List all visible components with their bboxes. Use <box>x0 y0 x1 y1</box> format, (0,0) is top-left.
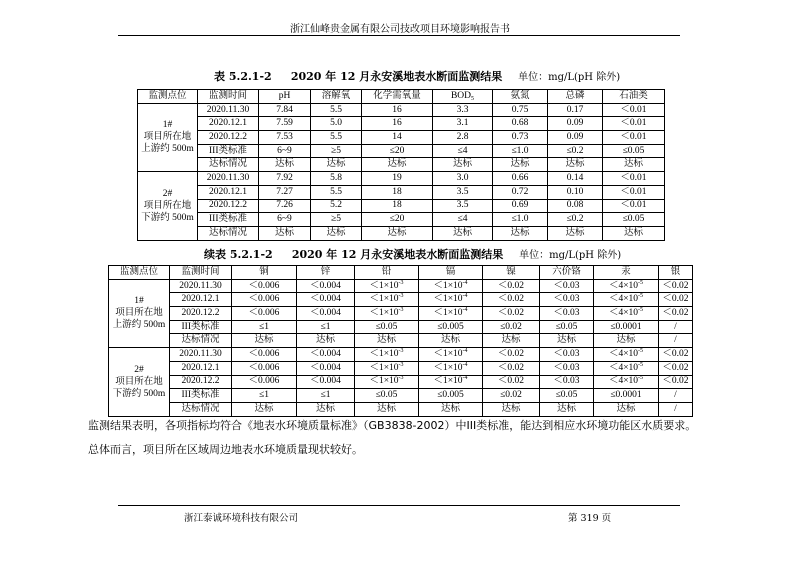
result-paragraph: 监测结果表明，各项指标均符合《地表水环境质量标准》（GB3838-2002）中III类标准，能达到相应水环境功能区水质要求。 <box>88 419 697 432</box>
table-cell: 达标情况 <box>170 402 232 416</box>
table-cell: ＜0.004 <box>297 361 355 375</box>
table-cell: 3.1 <box>433 117 493 131</box>
table-cell: ≤0.2 <box>548 144 603 158</box>
monitoring-point-line: 1# <box>134 296 144 307</box>
table-cell: ＜0.02 <box>659 279 693 293</box>
table-cell: ≥5 <box>311 144 362 158</box>
table-cell: ≤1 <box>297 320 355 334</box>
table-cell: ＜0.004 <box>297 375 355 389</box>
table-cell: 5.0 <box>311 117 362 131</box>
table-cell: 达标 <box>594 402 659 416</box>
table-cell: 达标 <box>493 158 548 172</box>
table-cell: $<4\times 10^{-5}$ <box>594 293 659 307</box>
table-cell: $<1\times 10^{-3}$ <box>355 307 419 321</box>
table-cell: 7.59 <box>259 117 311 131</box>
table-cell: 达标 <box>540 334 594 348</box>
table-cell: ＜0.02 <box>659 307 693 321</box>
table1 <box>137 89 665 241</box>
table-row <box>109 279 693 293</box>
table-cell: $<4\times 10^{-5}$ <box>594 375 659 389</box>
table-cell: 达标情况 <box>198 226 259 240</box>
table-cell: ＜0.02 <box>483 361 540 375</box>
table-cell: ≤1.0 <box>493 144 548 158</box>
table-cell: 达标 <box>433 158 493 172</box>
table-cell: ＜0.02 <box>659 361 693 375</box>
table-cell: 6~9 <box>259 213 311 227</box>
table-cell: ＜0.004 <box>297 279 355 293</box>
table-cell: 2020.12.2 <box>170 307 232 321</box>
table2-unit: 单位：mg/L(pH 除外) <box>519 250 622 261</box>
footer-rule <box>118 505 680 506</box>
monitoring-point-line: 项目所在地 <box>115 308 163 319</box>
monitoring-point-line: 项目所在地 <box>143 200 192 211</box>
column-header: 监测时间 <box>198 90 259 104</box>
table-cell: 2020.12.2 <box>198 199 259 213</box>
monitoring-point-cell <box>109 348 170 416</box>
table-cell: 0.66 <box>493 172 548 186</box>
table-cell: 达标 <box>311 226 362 240</box>
table-cell: 达标 <box>362 226 433 240</box>
table1-title: 2020 年 12 月永安溪地表水断面监测结果 <box>290 70 503 83</box>
table-cell: 达标 <box>419 334 483 348</box>
table-cell: ＜0.01 <box>603 117 665 131</box>
table-cell: 5.5 <box>311 103 362 117</box>
table-cell: ≤0.05 <box>540 389 594 403</box>
table-cell: 2020.11.30 <box>170 348 232 362</box>
table-cell: 5.2 <box>311 199 362 213</box>
table-row <box>138 103 665 117</box>
table-cell: 达标 <box>362 158 433 172</box>
table-cell: 达标 <box>540 402 594 416</box>
table-cell: ≤1 <box>297 389 355 403</box>
table2-number: 续表 5.2.1-2 <box>204 248 273 261</box>
table-row <box>109 320 693 334</box>
table-cell: ＜0.004 <box>297 348 355 362</box>
header-rule <box>118 35 680 36</box>
table-cell: ＜0.006 <box>232 307 297 321</box>
table-cell: $<1\times 10^{-4}$ <box>419 375 483 389</box>
column-header: 银 <box>659 266 693 280</box>
table-cell: ≤0.005 <box>419 320 483 334</box>
table-cell: ≤0.05 <box>355 320 419 334</box>
table-cell: 2.8 <box>433 131 493 145</box>
table-cell: 5.5 <box>311 131 362 145</box>
table-cell: 达标 <box>603 158 665 172</box>
monitoring-point-line: 2# <box>134 364 144 375</box>
table-cell: 2020.12.1 <box>170 361 232 375</box>
table-cell: III类标准 <box>198 213 259 227</box>
table-cell: ≤1.0 <box>493 213 548 227</box>
table-cell: 0.75 <box>493 103 548 117</box>
table-row <box>138 131 665 145</box>
table2-caption <box>204 246 621 262</box>
table-cell: 3.0 <box>433 172 493 186</box>
table-cell: 达标 <box>297 402 355 416</box>
table-cell: ＜0.006 <box>232 361 297 375</box>
table1-caption <box>214 68 620 84</box>
table2-title: 2020 年 12 月永安溪地表水断面监测结果 <box>291 248 504 261</box>
monitoring-point-line: 下游约 500m <box>141 212 194 223</box>
table-cell: 18 <box>362 185 433 199</box>
monitoring-point-line: 1# <box>162 120 173 131</box>
table-cell: 5.5 <box>311 185 362 199</box>
table-cell: ＜0.01 <box>603 103 665 117</box>
monitoring-point-cell <box>109 279 170 347</box>
table-cell: 0.08 <box>548 199 603 213</box>
table-cell: $<4\times 10^{-5}$ <box>594 348 659 362</box>
table-cell: 0.10 <box>548 185 603 199</box>
table-cell: 0.73 <box>493 131 548 145</box>
table-cell: 达标 <box>355 402 419 416</box>
table-cell: ≤0.05 <box>603 144 665 158</box>
table1-unit: 单位：mg/L(pH 除外) <box>518 72 621 83</box>
summary-paragraph: 总体而言，项目所在区域周边地表水环境质量现状较好。 <box>88 443 363 456</box>
table-cell: ＜0.006 <box>232 293 297 307</box>
monitoring-point-cell <box>138 103 198 171</box>
table-cell: ＜0.03 <box>540 361 594 375</box>
column-header: 总磷 <box>548 90 603 104</box>
table-cell: ＜0.02 <box>483 348 540 362</box>
table-cell: ≤0.02 <box>483 389 540 403</box>
table-row <box>109 402 693 416</box>
table-cell: 达标 <box>259 158 311 172</box>
column-header: 镉 <box>419 266 483 280</box>
table-cell: 2020.12.1 <box>198 185 259 199</box>
table-cell: $<1\times 10^{-4}$ <box>419 307 483 321</box>
table-cell: $<1\times 10^{-3}$ <box>355 279 419 293</box>
column-header: 溶解氧 <box>311 90 362 104</box>
table-cell: 18 <box>362 199 433 213</box>
table-cell: 14 <box>362 131 433 145</box>
table-cell: $<1\times 10^{-3}$ <box>355 293 419 307</box>
table-cell: ＜0.01 <box>603 185 665 199</box>
table-cell: III类标准 <box>170 389 232 403</box>
table-cell: $<4\times 10^{-5}$ <box>594 279 659 293</box>
table-cell: III类标准 <box>170 320 232 334</box>
table-row <box>138 226 665 240</box>
table-row <box>109 348 693 362</box>
table-cell: $<1\times 10^{-3}$ <box>355 361 419 375</box>
table-cell: 达标 <box>297 334 355 348</box>
table-cell: $<1\times 10^{-4}$ <box>419 293 483 307</box>
table-cell: 达标情况 <box>198 158 259 172</box>
table-cell: / <box>659 402 693 416</box>
table-cell: ≤0.0001 <box>594 320 659 334</box>
table-cell: 达标 <box>603 226 665 240</box>
table-cell: ＜0.02 <box>659 375 693 389</box>
table-cell: ＜0.006 <box>232 279 297 293</box>
monitoring-point-cell <box>138 172 198 240</box>
table-cell: ≤0.05 <box>603 213 665 227</box>
table-row <box>138 158 665 172</box>
table-cell: $<1\times 10^{-4}$ <box>419 348 483 362</box>
table-cell: ≤4 <box>433 144 493 158</box>
column-header: 铅 <box>355 266 419 280</box>
table-cell: 7.27 <box>259 185 311 199</box>
table1-number: 表 5.2.1-2 <box>214 70 272 83</box>
table-row <box>138 185 665 199</box>
table-cell: / <box>659 334 693 348</box>
column-header: 监测点位 <box>138 90 198 104</box>
table-cell: ≤0.005 <box>419 389 483 403</box>
table-cell: 6~9 <box>259 144 311 158</box>
table-cell: 7.84 <box>259 103 311 117</box>
table-cell: 2020.11.30 <box>198 172 259 186</box>
table-cell: ≤1 <box>232 389 297 403</box>
table-row <box>109 375 693 389</box>
table-cell: 7.53 <box>259 131 311 145</box>
column-header: 氨氮 <box>493 90 548 104</box>
column-header: 六价铬 <box>540 266 594 280</box>
table-cell: 达标 <box>232 402 297 416</box>
table-cell: / <box>659 389 693 403</box>
table-cell: 2020.12.2 <box>198 131 259 145</box>
table-cell: ＜0.02 <box>659 348 693 362</box>
monitoring-point-line: 下游约 500m <box>112 388 166 399</box>
table-cell: 0.17 <box>548 103 603 117</box>
table-cell: 3.3 <box>433 103 493 117</box>
table-cell: $<4\times 10^{-5}$ <box>594 307 659 321</box>
table-cell: ≤0.05 <box>355 389 419 403</box>
table-cell: ＜0.004 <box>297 307 355 321</box>
table-cell: ＜0.03 <box>540 348 594 362</box>
table-cell: 达标 <box>259 226 311 240</box>
table-cell: $<1\times 10^{-4}$ <box>419 361 483 375</box>
table-cell: ≤20 <box>362 213 433 227</box>
table-cell: ≤1 <box>232 320 297 334</box>
table-cell: 达标 <box>594 334 659 348</box>
table-cell: ＜0.03 <box>540 293 594 307</box>
table-row <box>109 361 693 375</box>
table-row <box>138 199 665 213</box>
table-cell: ＜0.03 <box>540 307 594 321</box>
table-row <box>109 334 693 348</box>
table-cell: 3.5 <box>433 199 493 213</box>
table-cell: 达标 <box>311 158 362 172</box>
table-cell: ＜0.006 <box>232 348 297 362</box>
table-cell: ＜0.02 <box>483 279 540 293</box>
table-cell: III类标准 <box>198 144 259 158</box>
header-row <box>138 90 665 104</box>
column-header: 监测点位 <box>109 266 170 280</box>
table-cell: $<1\times 10^{-4}$ <box>419 279 483 293</box>
table-row <box>138 117 665 131</box>
table-row <box>138 172 665 186</box>
table-cell: 7.92 <box>259 172 311 186</box>
table-row <box>138 144 665 158</box>
table-cell: ＜0.03 <box>540 375 594 389</box>
page-header: 浙江仙峰贵金属有限公司技改项目环境影响报告书 <box>290 24 510 35</box>
column-header: 化学需氧量 <box>362 90 433 104</box>
table-cell: ≤20 <box>362 144 433 158</box>
table-cell: 达标 <box>419 402 483 416</box>
table-cell: $<1\times 10^{-3}$ <box>355 375 419 389</box>
table-row <box>109 307 693 321</box>
table-cell: 达标 <box>483 334 540 348</box>
table-cell: 2020.11.30 <box>198 103 259 117</box>
table-cell: 达标 <box>483 402 540 416</box>
table-row <box>109 389 693 403</box>
table-cell: 0.69 <box>493 199 548 213</box>
table-cell: ≥5 <box>311 213 362 227</box>
column-header: 监测时间 <box>170 266 232 280</box>
table-cell: ≤0.2 <box>548 213 603 227</box>
column-header: $BOD_5$ <box>433 90 493 104</box>
table-cell: ＜0.01 <box>603 199 665 213</box>
footer-page-number: 第 319 页 <box>568 513 612 524</box>
table-cell: ＜0.02 <box>659 293 693 307</box>
column-header: 石油类 <box>603 90 665 104</box>
table-cell: ＜0.01 <box>603 131 665 145</box>
monitoring-point-line: 上游约 500m <box>112 320 166 331</box>
table-cell: 0.68 <box>493 117 548 131</box>
table-cell: / <box>659 320 693 334</box>
table-cell: 达标情况 <box>170 334 232 348</box>
table-cell: 3.5 <box>433 185 493 199</box>
table-cell: 达标 <box>433 226 493 240</box>
table-cell: ≤0.0001 <box>594 389 659 403</box>
table2 <box>108 265 693 417</box>
table-cell: 达标 <box>493 226 548 240</box>
monitoring-point-line: 项目所在地 <box>115 376 163 387</box>
table-row <box>109 293 693 307</box>
table-cell: 达标 <box>232 334 297 348</box>
table-row <box>138 213 665 227</box>
table-cell: 0.72 <box>493 185 548 199</box>
header-row <box>109 266 693 280</box>
table-cell: 7.26 <box>259 199 311 213</box>
table-cell: ≤0.02 <box>483 320 540 334</box>
table-cell: ＜0.03 <box>540 279 594 293</box>
table-cell: ＜0.006 <box>232 375 297 389</box>
column-header: 锌 <box>297 266 355 280</box>
table-cell: 0.09 <box>548 117 603 131</box>
table-cell: 2020.12.1 <box>170 293 232 307</box>
table-cell: 19 <box>362 172 433 186</box>
table-cell: 2020.12.2 <box>170 375 232 389</box>
table-cell: 达标 <box>548 158 603 172</box>
table-cell: 16 <box>362 117 433 131</box>
column-header: 铜 <box>232 266 297 280</box>
monitoring-point-line: 2# <box>162 188 173 199</box>
table-cell: 达标 <box>548 226 603 240</box>
table-cell: 0.09 <box>548 131 603 145</box>
monitoring-point-line: 上游约 500m <box>141 144 194 155</box>
table-cell: ≤4 <box>433 213 493 227</box>
table-cell: 16 <box>362 103 433 117</box>
table-cell: 5.8 <box>311 172 362 186</box>
table-cell: ＜0.02 <box>483 375 540 389</box>
monitoring-point-line: 项目所在地 <box>143 132 192 143</box>
column-header: 汞 <box>594 266 659 280</box>
table-cell: ＜0.004 <box>297 293 355 307</box>
table-cell: ≤0.05 <box>540 320 594 334</box>
column-header: 镍 <box>483 266 540 280</box>
footer-company: 浙江泰诚环境科技有限公司 <box>184 513 299 524</box>
table-cell: 0.14 <box>548 172 603 186</box>
table-cell: 达标 <box>355 334 419 348</box>
table-cell: $<1\times 10^{-3}$ <box>355 348 419 362</box>
table-cell: 2020.12.1 <box>198 117 259 131</box>
column-header: pH <box>259 90 311 104</box>
table-cell: 2020.11.30 <box>170 279 232 293</box>
table-cell: ＜0.01 <box>603 172 665 186</box>
table-cell: ＜0.02 <box>483 307 540 321</box>
table-cell: ＜0.02 <box>483 293 540 307</box>
table-cell: $<4\times 10^{-5}$ <box>594 361 659 375</box>
